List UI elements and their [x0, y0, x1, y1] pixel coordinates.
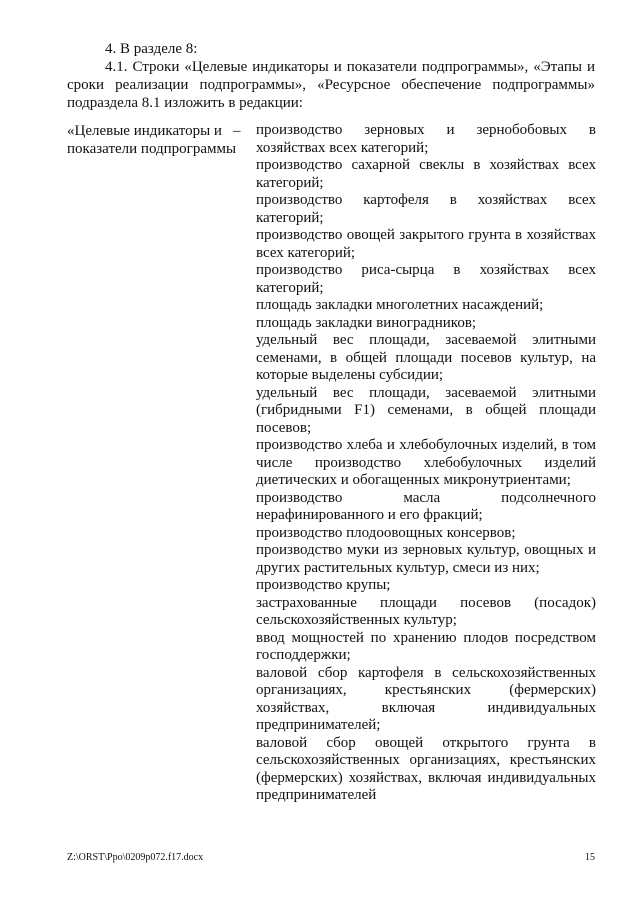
- list-item: производство овощей закрытого грунта в хозяйствах всех категорий;: [256, 227, 596, 261]
- list-item: производство муки из зерновых культур, овощных и других растительных культур, смеси из них;: [256, 542, 596, 576]
- list-item: ввод мощностей по хранению плодов посредством господдержки;: [256, 629, 596, 663]
- list-item: валовой сбор картофеля в сельскохозяйственных организациях, крестьянских (фермерских) хозяйствах, включая индивидуальных предпринимателей;: [256, 664, 596, 733]
- file-path: Z:\ORST\Ppo\0209p072.f17.docx: [67, 852, 204, 863]
- section-heading: 4. В разделе 8:: [105, 41, 198, 57]
- list-item: производство картофеля в хозяйствах всех категорий;: [256, 192, 596, 226]
- list-item: производство плодоовощных консервов;: [256, 524, 516, 541]
- list-item: производство крупы;: [256, 577, 391, 593]
- list-item: валовой сбор овощей открытого грунта в сельскохозяйственных организациях, крестьянских (фермерских) хозяйствах, включая индивидуальных предпринимателей: [256, 734, 596, 803]
- list-item: производство масла подсолнечного нерафинированного и его фракций;: [256, 489, 596, 523]
- intro-block: [67, 40, 595, 112]
- list-item: производство риса-сырца в хозяйствах всех категорий;: [256, 262, 596, 296]
- list-item: производство сахарной свеклы в хозяйствах всех категорий;: [256, 157, 596, 191]
- list-item: площадь закладки многолетних насаждений;: [256, 297, 544, 313]
- list-item: производство хлеба и хлебобулочных изделий, в том числе производство хлебобулочных изделий диетических и обогащенных микронутриентами;: [256, 437, 596, 488]
- list-item: площадь закладки виноградников;: [256, 314, 477, 331]
- list-item: производство зерновых и зернобобовых в хозяйствах всех категорий;: [256, 122, 596, 156]
- list-item: удельный вес площади, засеваемой элитными семенами, в общей площади посевов культур, на которые выделены субсидии;: [256, 332, 596, 383]
- list-item: застрахованные площади посевов (посадок) сельскохозяйственных культур;: [256, 594, 596, 628]
- page-number: 15: [585, 852, 595, 863]
- indicators-list: [256, 122, 596, 805]
- indicators-label: «Целевые индикаторы и показатели подпрограммы: [67, 123, 237, 157]
- label-dash: –: [233, 123, 241, 139]
- amendment-paragraph: 4.1. Строки «Целевые индикаторы и показатели подпрограммы», «Этапы и сроки реализации подпрограммы», «Ресурсное обеспечение подпрограммы» подраздела 8.1 изложить в редакции:: [67, 59, 595, 111]
- list-item: удельный вес площади, засеваемой элитными (гибридными F1) семенами, в общей площади посевов;: [256, 384, 596, 436]
